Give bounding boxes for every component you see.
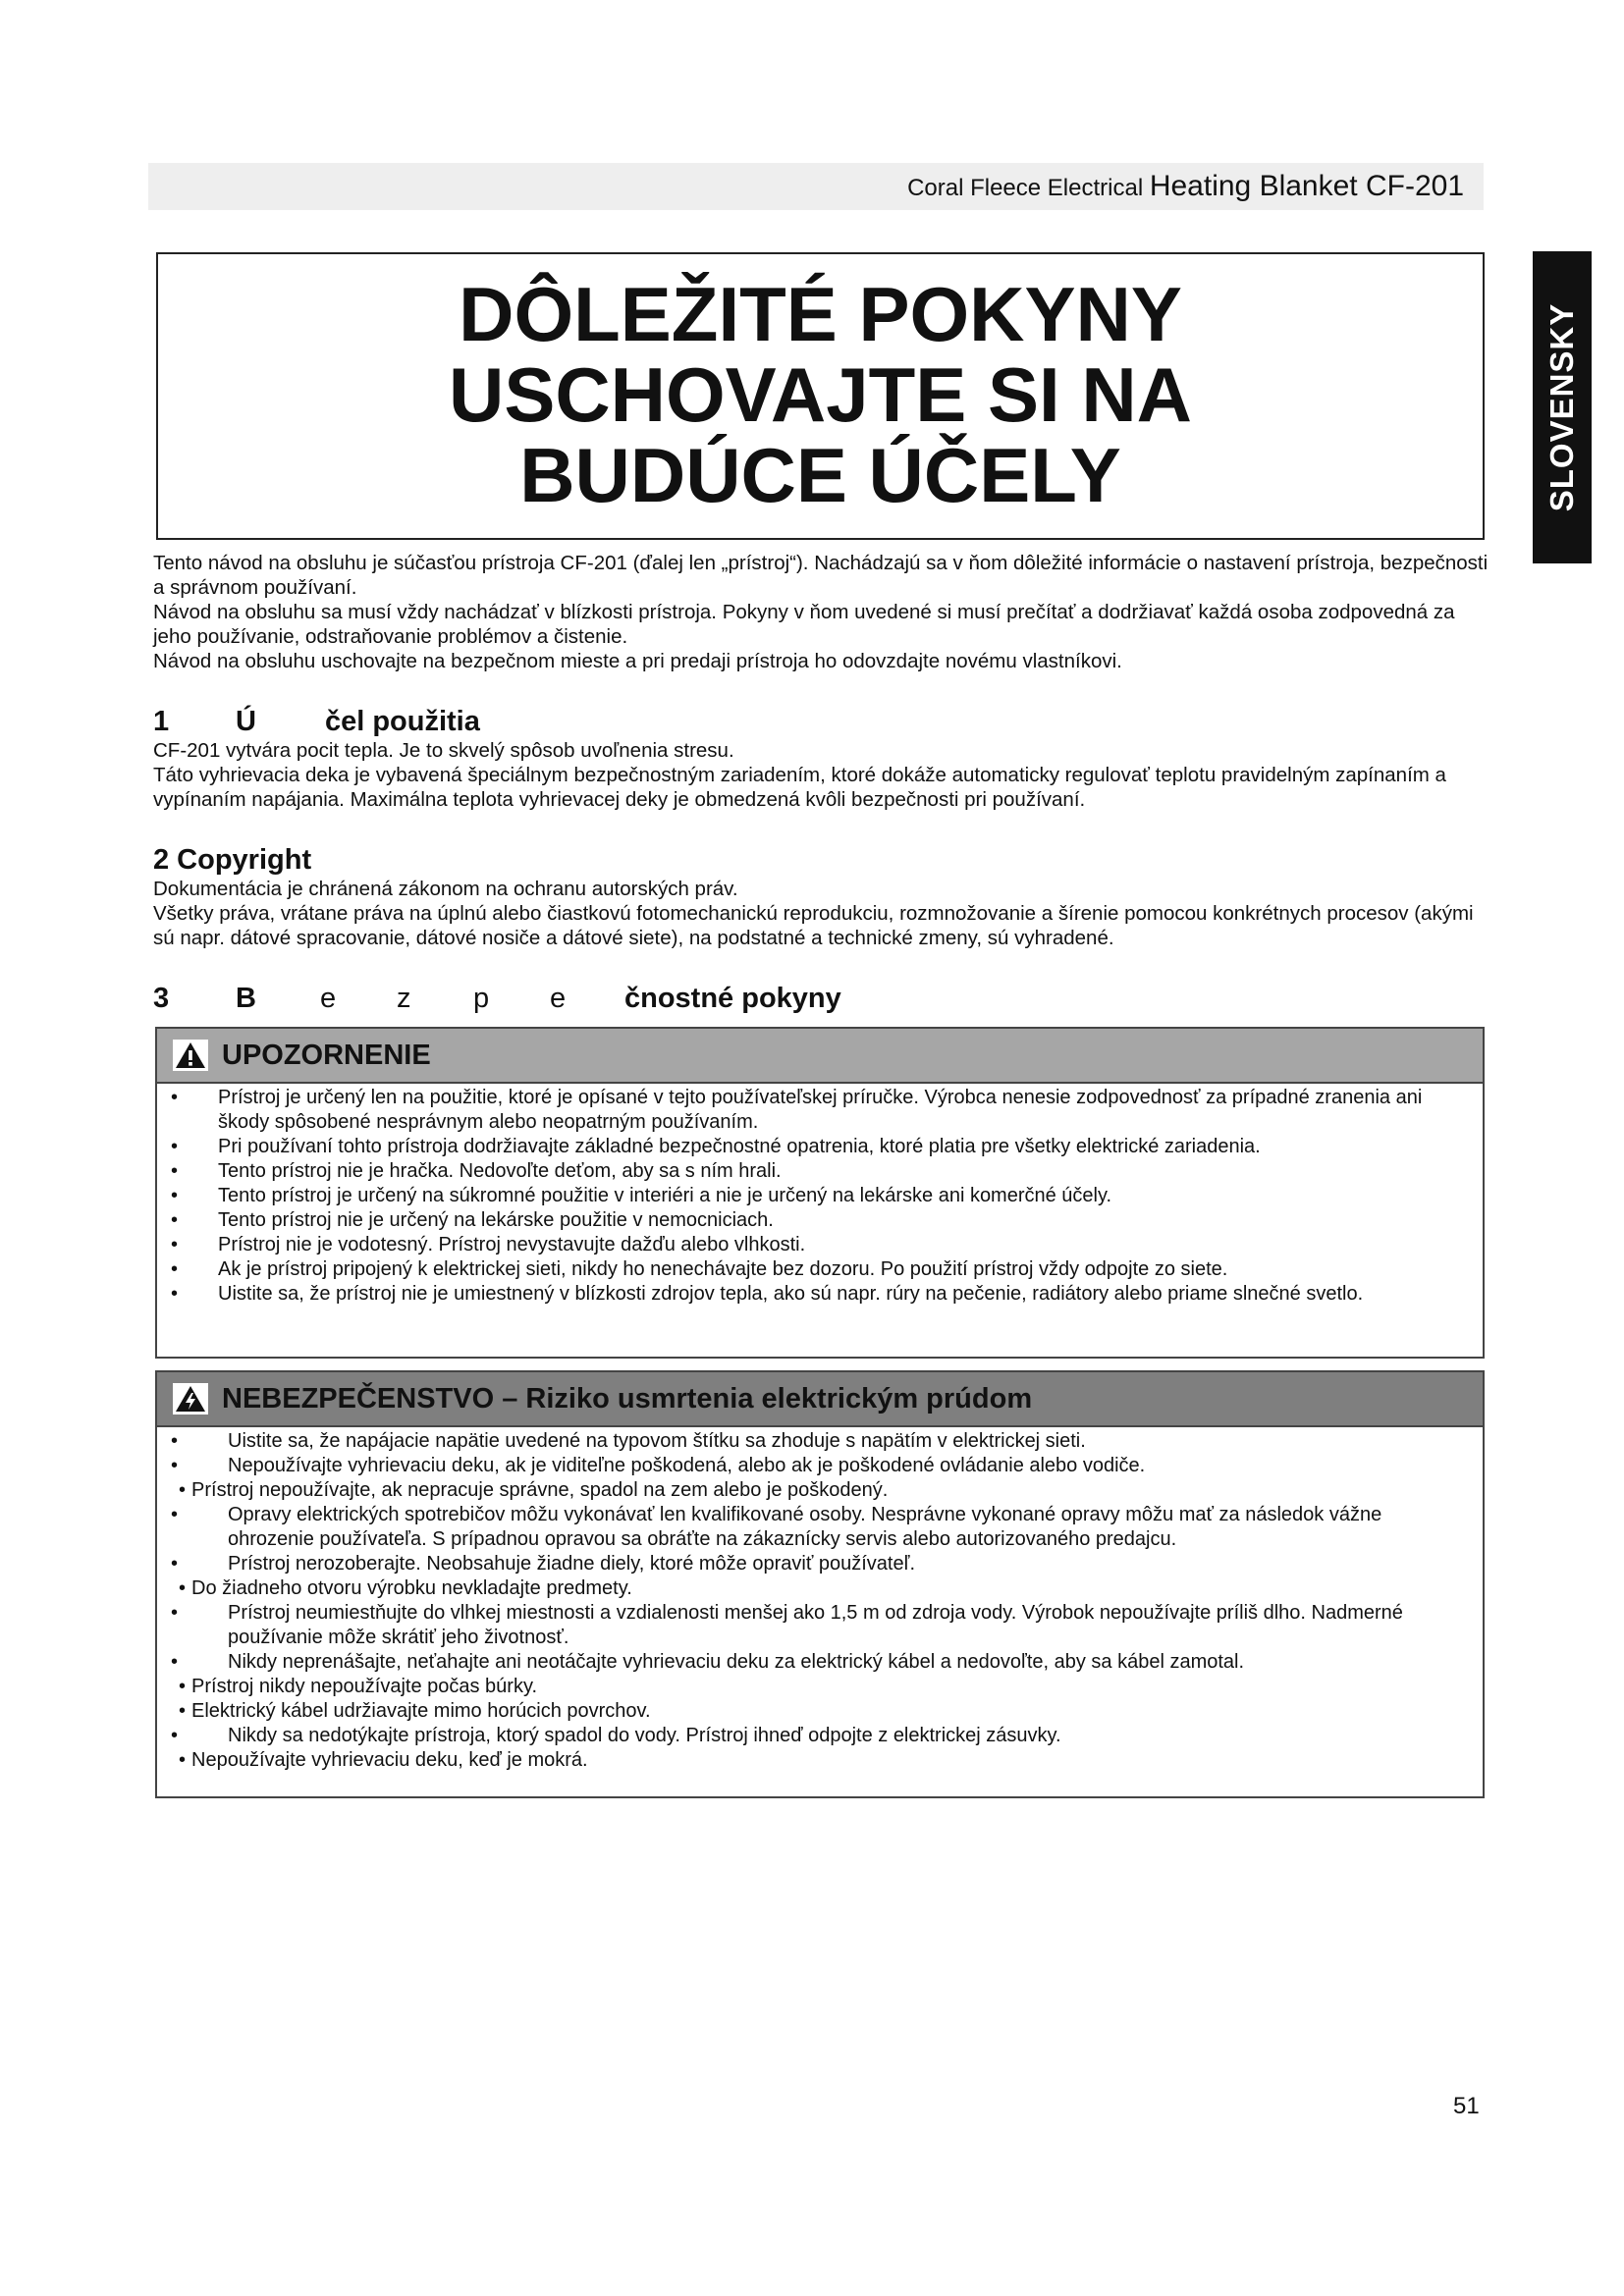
intro-paragraph-3: Návod na obsluhu uschovajte na bezpečnom mieste a pri predaji prístroja ho odovzdajte novému vlastníkovi.: [153, 650, 1122, 672]
section-purpose-paragraph-2: Táto vyhrievacia deka je vybavená špeciálnym bezpečnostným zariadením, ktoré dokáže automaticky regulovať teplotu pravidelným zapínaním a vypínaním napájania. Maximálna teplota vyhrievacej deky je obmedzená kvôli bezpečnosti pri používaní.: [153, 764, 1446, 811]
header-title-large: Heating Blanket CF-201: [1149, 170, 1464, 202]
warning-box: [155, 1027, 1485, 1359]
section-safety-letter-5: e: [550, 983, 567, 1014]
section-safety-number: 3: [153, 983, 170, 1014]
section-purpose-heading: [153, 705, 1489, 738]
list-item: • Opravy elektrických spotrebičov môžu vykonávať len kvalifikované osoby. Nesprávne vykonané opravy môžu mať za následok vážne ohrozenie používateľa. S prípadnou opravou sa obráťte na zákaznícky servis alebo autorizovaného predajcu.: [171, 1504, 1382, 1550]
list-item: • Do žiadneho otvoru výrobku nevkladajte predmety.: [179, 1577, 632, 1599]
list-item: • Nepoužívajte vyhrievaciu deku, keď je mokrá.: [179, 1749, 588, 1771]
intro-paragraph-2: Návod na obsluhu sa musí vždy nachádzať v blízkosti prístroja. Pokyny v ňom uvedené si musí prečítať a dodržiavať každá osoba zodpovedná za jeho používanie, odstraňovanie problémov a čistenie.: [153, 601, 1455, 648]
list-item: • Tento prístroj nie je určený na lekárske použitie v nemocniciach.: [171, 1209, 774, 1231]
section-safety-heading: [153, 982, 1489, 1015]
list-item: • Prístroj nikdy nepoužívajte počas búrky.: [179, 1676, 538, 1697]
section-safety-title: čnostné pokyny: [624, 983, 841, 1014]
section-safety-letter-4: p: [473, 983, 490, 1014]
warning-box-heading: UPOZORNENIE: [222, 1039, 431, 1071]
list-item: • Uistite sa, že prístroj nie je umiestnený v blízkosti zdrojov tepla, ako sú napr. rúry na pečenie, radiátory alebo priame slnečné svetlo.: [171, 1283, 1364, 1305]
section-safety: [153, 982, 1489, 1015]
danger-box: [155, 1370, 1485, 1798]
title-line-1: DÔLEŽITÉ POKYNY: [459, 271, 1182, 357]
section-purpose-paragraph-1: CF-201 vytvára pocit tepla. Je to skvelý spôsob uvoľnenia stresu.: [153, 739, 734, 762]
section-purpose-title: čel použitia: [324, 706, 480, 737]
list-item: • Uistite sa, že napájacie napätie uvedené na typovom štítku sa zhoduje s napätím v elektrickej sieti.: [171, 1430, 1086, 1452]
language-tab: [1533, 251, 1592, 563]
intro-text: [153, 551, 1489, 673]
section-copyright: [153, 843, 1489, 950]
list-item: • Prístroj nerozoberajte. Neobsahuje žiadne diely, ktoré môže opraviť používateľ.: [171, 1553, 915, 1575]
warning-list: [157, 1084, 1483, 1307]
section-safety-letter-3: z: [397, 983, 411, 1014]
list-item: • Prístroj je určený len na použitie, ktoré je opísané v tejto používateľskej príručke. Výrobca nenesie zodpovednosť za prípadné zranenia ani škody spôsobené nesprávnym alebo neopatrným používaním.: [171, 1087, 1423, 1133]
section-copyright-paragraph-2: Všetky práva, vrátane práva na úplnú alebo čiastkovú fotomechanickú reprodukciu, rozmnožovanie a šírenie pomocou konkrétnych procesov (akými sú napr. dátové spracovanie, dátové nosiče a dátové siete), na podstatné a technické zmeny, sú vyhradené.: [153, 902, 1474, 949]
intro-paragraph-1: Tento návod na obsluhu je súčasťou prístroja CF-201 (ďalej len „prístroj“). Nachádzajú sa v ňom dôležité informácie o nastavení prístroja, bezpečnosti a správnom používaní.: [153, 552, 1489, 599]
list-item: • Nepoužívajte vyhrievaciu deku, ak je viditeľne poškodená, alebo ak je poškodené ovládanie alebo vodiče.: [171, 1455, 1146, 1476]
list-item: • Prístroj neumiestňujte do vlhkej miestnosti a vzdialenosti menšej ako 1,5 m od zdroja vody. Výrobok nepoužívajte príliš dlho. Nadmerné používanie môže skrátiť jeho životnosť.: [171, 1602, 1403, 1648]
list-item: • Nikdy neprenášajte, neťahajte ani neotáčajte vyhrievaciu deku za elektrický kábel a nedovoľte, aby sa kábel zamotal.: [171, 1651, 1245, 1673]
danger-box-heading: NEBEZPEČENSTVO – Riziko usmrtenia elektrickým prúdom: [222, 1382, 1033, 1415]
section-copyright-heading: 2 Copyright: [153, 844, 312, 876]
list-item: • Prístroj nie je vodotesný. Prístroj nevystavujte dažďu alebo vlhkosti.: [171, 1234, 806, 1255]
page-number: 51: [1453, 2093, 1480, 2119]
warning-triangle-icon: [173, 1040, 208, 1071]
list-item: • Prístroj nepoužívajte, ak nepracuje správne, spadol na zem alebo je poškodený.: [179, 1479, 889, 1501]
section-purpose-letter: Ú: [236, 706, 256, 737]
list-item: • Nikdy sa nedotýkajte prístroja, ktorý spadol do vody. Prístroj ihneď odpojte z elektrickej zásuvky.: [171, 1725, 1061, 1746]
list-item: • Ak je prístroj pripojený k elektrickej sieti, nikdy ho nenechávajte bez dozoru. Po použití prístroj vždy odpojte zo siete.: [171, 1258, 1228, 1280]
section-safety-letter-2: e: [320, 983, 337, 1014]
section-purpose-number: 1: [153, 706, 170, 737]
section-copyright-paragraph-1: Dokumentácia je chránená zákonom na ochranu autorských práv.: [153, 878, 738, 900]
danger-box-header: [157, 1372, 1483, 1427]
list-item: • Tento prístroj je určený na súkromné použitie v interiéri a nie je určený na lekárske ani komerčné účely.: [171, 1185, 1112, 1206]
title-line-3: BUDÚCE ÚČELY: [519, 432, 1121, 518]
section-purpose: [153, 705, 1489, 812]
header-bar: [148, 163, 1484, 210]
language-tab-label: SLOVENSKY: [1543, 302, 1580, 512]
electric-hazard-icon: [173, 1383, 208, 1415]
list-item: • Pri používaní tohto prístroja dodržiavajte základné bezpečnostné opatrenia, ktoré platia pre všetky elektrické zariadenia.: [171, 1136, 1261, 1157]
warning-box-header: [157, 1029, 1483, 1084]
header-title-small: Coral Fleece Electrical: [907, 175, 1144, 201]
list-item: • Elektrický kábel udržiavajte mimo horúcich povrchov.: [179, 1700, 651, 1722]
title-box: [156, 252, 1485, 540]
danger-list: [157, 1427, 1483, 1773]
section-safety-letter-1: B: [236, 983, 256, 1014]
title-line-2: USCHOVAJTE SI NA: [449, 351, 1192, 438]
list-item: • Tento prístroj nie je hračka. Nedovoľte deťom, aby sa s ním hrali.: [171, 1160, 782, 1182]
